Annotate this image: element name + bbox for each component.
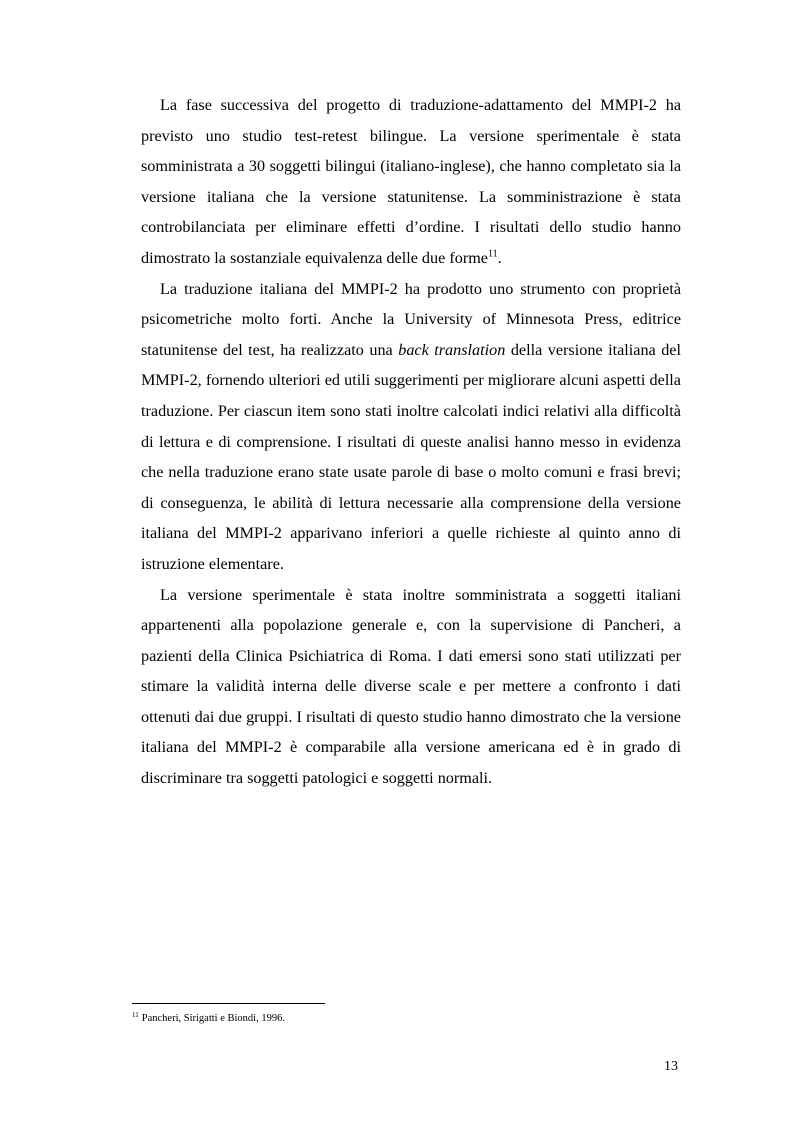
footnote-number: 11 <box>132 1010 139 1019</box>
page-number: 13 <box>664 1059 678 1074</box>
paragraph-1 <box>141 90 681 274</box>
italic-term: back translation <box>398 340 506 359</box>
footnote-text: Pancheri, Sirigatti e Biondi, 1996. <box>141 1013 285 1024</box>
footnote-divider <box>132 1003 325 1004</box>
footnote <box>132 1012 285 1025</box>
footnote-reference: 11 <box>488 248 498 260</box>
paragraph-1-end: . <box>497 248 502 267</box>
body-text <box>141 90 681 794</box>
paragraph-1-text: La fase successiva del progetto di traduzione-adattamento del MMPI-2 ha previsto uno studio test-retest bilingue. La versione sperimentale è stata somministrata a 30 soggetti bilingui (italiano-inglese), che hanno completato sia la versione italiana che la versione statunitense. La somministrazione è stata controbilanciata per eliminare effetti d’ordine. I risultati dello studio hanno dimostrato la sostanziale equivalenza delle due forme <box>141 96 681 267</box>
paragraph-2 <box>141 274 681 580</box>
paragraph-2-text-before: La traduzione italiana del MMPI-2 ha prodotto uno strumento con proprietà psicometriche molto forti. Anche la University of Minnesota Press, editrice statunitense del test, ha realizzato una <box>141 279 681 359</box>
paragraph-2-text-after: della versione italiana del MMPI-2, fornendo ulteriori ed utili suggerimenti per migliorare alcuni aspetti della traduzione. Per ciascun item sono stati inoltre calcolati indici relativi alla difficoltà di lettura e di comprensione. I risultati di queste analisi hanno messo in evidenza che nella traduzione erano state usate parole di base o molto comuni e frasi brevi; di conseguenza, le abilità di lettura necessarie alla comprensione della versione italiana del MMPI-2 apparivano inferiori a quelle richieste al quinto anno di istruzione elementare. <box>141 340 681 573</box>
paragraph-3-text: La versione sperimentale è stata inoltre somministrata a soggetti italiani appartenenti alla popolazione generale e, con la supervisione di Pancheri, a pazienti della Clinica Psichiatrica di Roma. I dati emersi sono stati utilizzati per stimare la validità interna delle diverse scale e per mettere a confronto i dati ottenuti dai due gruppi. I risultati di questo studio hanno dimostrato che la versione italiana del MMPI-2 è comparabile alla versione americana ed è in grado di discriminare tra soggetti patologici e soggetti normali. <box>141 585 681 788</box>
paragraph-3 <box>141 580 681 794</box>
